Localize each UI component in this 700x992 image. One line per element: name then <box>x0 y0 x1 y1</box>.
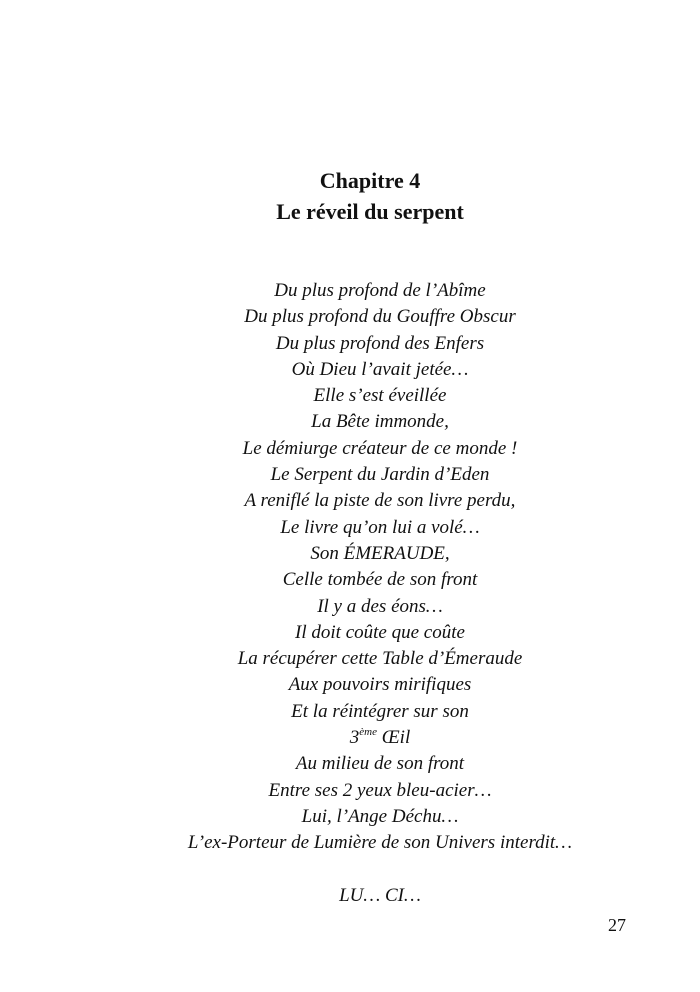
poem-line: Lui, l’Ange Déchu… <box>301 805 459 827</box>
poem-line: Le Serpent du Jardin d’Eden <box>270 464 490 486</box>
third-eye-word: Œil <box>381 727 411 749</box>
poem-line: Du plus profond des Enfers <box>275 332 485 354</box>
chapter-heading <box>0 165 700 227</box>
poem-line: Le livre qu’on lui a volé… <box>280 516 480 538</box>
chapter-title: Le réveil du serpent <box>276 199 464 224</box>
poem-line: Il doit coûte que coûte <box>295 621 465 643</box>
poem-line-third-eye <box>0 725 700 751</box>
poem-line: Son ÉMERAUDE, <box>310 542 450 564</box>
poem-line: Celle tombée de son front <box>282 569 478 591</box>
poem <box>0 278 700 909</box>
poem-line: Où Dieu l’avait jetée… <box>291 358 469 380</box>
poem-line: Elle s’est éveillée <box>313 385 447 407</box>
poem-line: Au milieu de son front <box>295 753 465 775</box>
poem-line: Aux pouvoirs mirifiques <box>288 674 472 696</box>
poem-line: L’ex-Porteur de Lumière de son Univers interdit… <box>187 832 573 854</box>
poem-closing: LU… CI… <box>339 884 421 906</box>
poem-line: Et la réintégrer sur son <box>291 700 469 722</box>
poem-line: La Bête immonde, <box>311 411 449 433</box>
chapter-number: Chapitre 4 <box>319 168 421 193</box>
third-eye-superscript: ème <box>359 726 377 739</box>
poem-line: A reniflé la piste de son livre perdu, <box>244 490 516 512</box>
third-eye-number: 3 <box>349 727 360 749</box>
stanza-break <box>0 857 700 883</box>
page-number: 27 <box>608 915 626 935</box>
poem-line: Du plus profond du Gouffre Obscur <box>244 306 516 328</box>
poem-line: La récupérer cette Table d’Émeraude <box>237 648 523 670</box>
poem-line: Entre ses 2 yeux bleu-acier… <box>268 779 492 801</box>
poem-line: Il y a des éons… <box>317 595 443 617</box>
poem-line: Le démiurge créateur de ce monde ! <box>242 437 518 459</box>
poem-line: Du plus profond de l’Abîme <box>274 280 486 301</box>
